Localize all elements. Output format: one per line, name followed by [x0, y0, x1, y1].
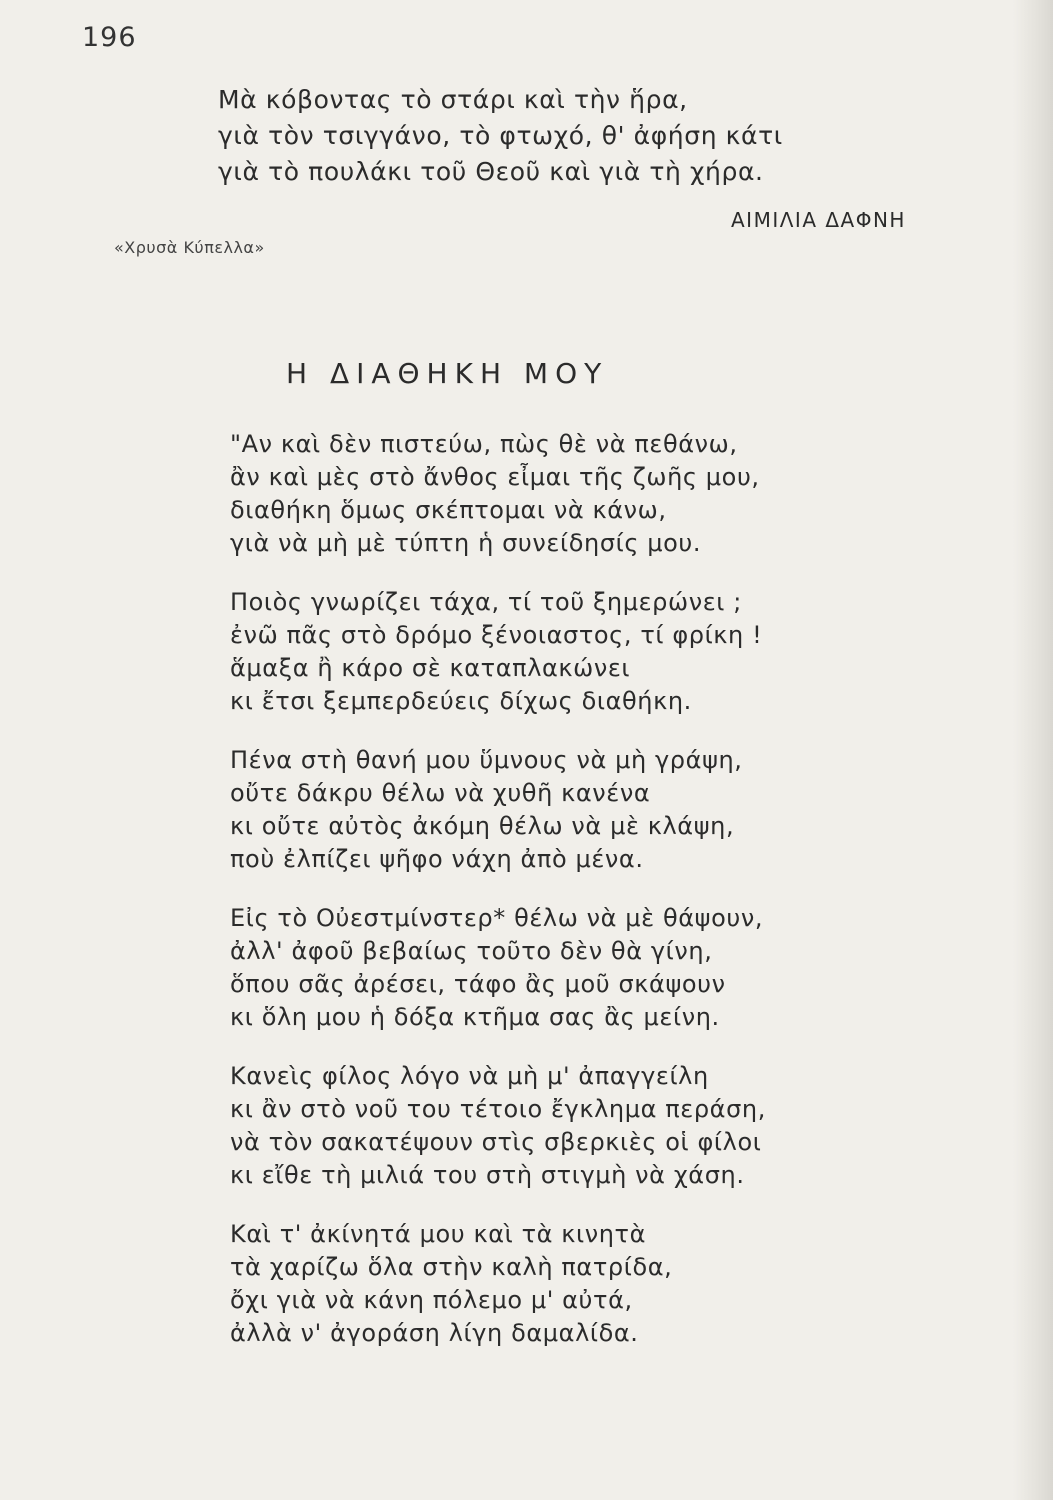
source-citation: «Χρυσὰ Κύπελλα»: [114, 238, 265, 257]
poem-line: διαθήκη ὅμως σκέπτομαι νὰ κάνω,: [230, 496, 667, 524]
poem-line: ἐνῶ πᾶς στὸ δρόμο ξένοιαστος, τί φρίκη !: [230, 621, 763, 649]
poem-line: κι ἂν στὸ νοῦ του τέτοιο ἔγκλημα περάση,: [230, 1095, 766, 1123]
poem-body: [230, 428, 830, 1376]
poem-title: Η ΔΙΑΘΗΚΗ ΜΟΥ: [286, 357, 609, 390]
page-number: 196: [82, 22, 137, 53]
poem-line: ἂν καὶ μὲς στὸ ἄνθος εἶμαι τῆς ζωῆς μου,: [230, 463, 760, 491]
poem-line: ἅμαξα ἢ κάρο σὲ καταπλακώνει: [230, 654, 631, 682]
poem-line: οὔτε δάκρυ θέλω νὰ χυθῆ κανένα: [230, 779, 651, 807]
poem-line: ποὺ ἐλπίζει ψῆφο νάχη ἀπὸ μένα.: [230, 845, 644, 873]
poem-line: γιὰ τὸν τσιγγάνο, τὸ φτωχό, θ' ἀφήση κάτι: [218, 121, 783, 150]
poem-line: κι ἔτσι ξεμπερδεύεις δίχως διαθήκη.: [230, 687, 692, 715]
poem-line: Εἰς τὸ Οὐεστμίνστερ* θέλω νὰ μὲ θάψουν,: [230, 904, 764, 932]
stanza-6: [230, 1218, 830, 1350]
stanza-1: [230, 428, 830, 560]
poem-line: "Αν καὶ δὲν πιστεύω, πὼς θὲ νὰ πεθάνω,: [230, 430, 738, 458]
page-edge-shadow: [1013, 0, 1053, 1500]
poem-line: Πένα στὴ θανή μου ὕμνους νὰ μὴ γράψη,: [230, 746, 743, 774]
poem-line: κι οὔτε αὐτὸς ἀκόμη θέλω νὰ μὲ κλάψη,: [230, 812, 735, 840]
poem-line: ὄχι γιὰ νὰ κάνη πόλεμο μ' αὐτά,: [230, 1286, 633, 1314]
stanza-2: [230, 586, 830, 718]
stanza-3: [230, 744, 830, 876]
poem-line: Κανεὶς φίλος λόγο νὰ μὴ μ' ἀπαγγείλη: [230, 1062, 709, 1090]
author-name: ΑΙΜΙΛΙΑ ΔΑΦΝΗ: [731, 208, 906, 232]
poem-line: ἀλλ' ἀφοῦ βεβαίως τοῦτο δὲν θὰ γίνη,: [230, 937, 713, 965]
poem-line: Καὶ τ' ἀκίνητά μου καὶ τὰ κινητὰ: [230, 1220, 647, 1248]
poem-line: Μὰ κόβοντας τὸ στάρι καὶ τὴν ἥρα,: [218, 85, 688, 114]
poem-line: Ποιὸς γνωρίζει τάχα, τί τοῦ ξημερώνει ;: [230, 588, 742, 616]
poem-line: ὅπου σᾶς ἀρέσει, τάφο ἂς μοῦ σκάψουν: [230, 970, 726, 998]
stanza-4: [230, 902, 830, 1034]
poem-line: γιὰ νὰ μὴ μὲ τύπτη ἡ συνείδησίς μου.: [230, 529, 702, 557]
poem-line: γιὰ τὸ πουλάκι τοῦ Θεοῦ καὶ γιὰ τὴ χήρα.: [218, 157, 764, 186]
poem-line: ἀλλὰ ν' ἀγοράση λίγη δαμαλίδα.: [230, 1319, 639, 1347]
stanza-5: [230, 1060, 830, 1192]
poem-line: κι εἴθε τὴ μιλιά του στὴ στιγμὴ νὰ χάση.: [230, 1161, 745, 1189]
previous-poem-ending: [218, 82, 858, 190]
poem-line: νὰ τὸν σακατέψουν στὶς σβερκιὲς οἱ φίλοι: [230, 1128, 762, 1156]
poem-line: κι ὅλη μου ἡ δόξα κτῆμα σας ἂς μείνη.: [230, 1003, 720, 1031]
poem-line: τὰ χαρίζω ὅλα στὴν καλὴ πατρίδα,: [230, 1253, 673, 1281]
